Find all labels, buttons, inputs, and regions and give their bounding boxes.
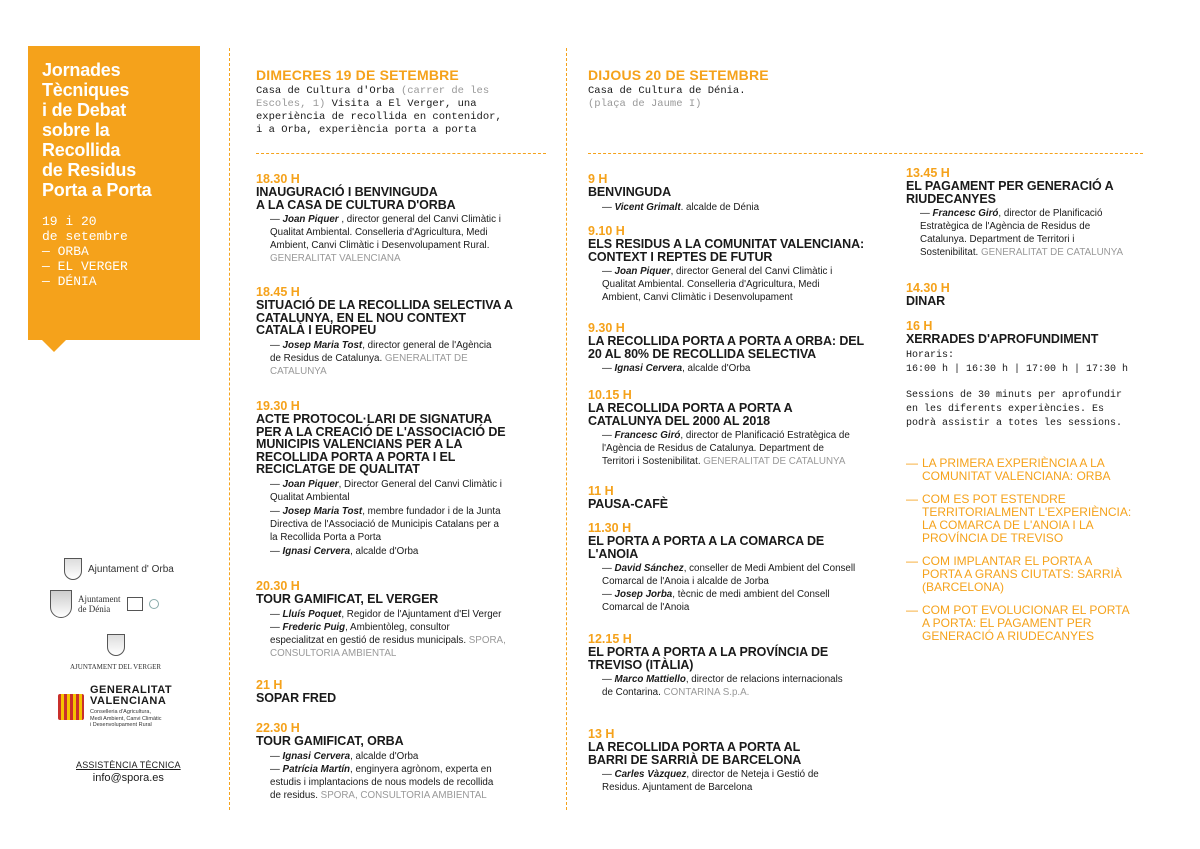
item-title: EL PORTA A PORTA A LA PROVÍNCIA DE TREVISO (ITÀLIA) [588, 645, 829, 672]
day1-item-1830 [256, 173, 556, 265]
speaker: — Joan Piquer, Director General del Canvi Climàtic i Qualitat Ambiental [270, 478, 502, 503]
day1-item-2230 [256, 722, 556, 802]
speaker-org: SPORA, CONSULTORIA AMBIENTAL [320, 789, 487, 801]
speaker: — Joan Piquer, director General del Canvi Climàtic i Qualitat Ambiental. Conselleria d'Agricultura, Medi Ambient, Canvi Climàtic i Desenvolupament [602, 266, 833, 303]
speaker-name: Josep Maria Tost [282, 505, 363, 517]
sessions-text: Sessions de 30 minuts per aprofundir en les diferents experiències. Es podrà assistir a totes les sessions. [906, 389, 1123, 429]
topic-dash: — [906, 456, 918, 470]
day2-item-13 [588, 728, 893, 794]
day2-header [588, 67, 888, 111]
topic-text: LA PRIMERA EXPERIÈNCIA A LA COMUNITAT VALENCIANA: ORBA [922, 456, 1111, 483]
item-title: EL PAGAMENT PER GENERACIÓ A RIUDECANYES [906, 179, 1114, 206]
speaker-role: . alcalde de Dénia [680, 201, 760, 213]
speaker-org: GENERALITAT VALENCIANA [270, 253, 401, 264]
speaker: — Francesc Giró, director de Planificació Estratègica de l'Agència de Residus de Catalunya. Department de Territori i Sostenibilitat. GENERALITAT DE CATALUNYA [602, 430, 850, 467]
speaker: — Ignasi Cervera, alcalde d'Orba [602, 363, 751, 374]
speaker-name: Lluís Poquet [282, 608, 342, 620]
speaker: — Frederic Puig, Ambientòleg, consultor especialitzat en gestió de residus municipals. SPORA, CONSULTORIA AMBIENTAL [270, 621, 506, 659]
speaker: — Josep Maria Tost, membre fundador i de la Junta Directiva de l'Associació de Municipis Catalans per a la Recollida Porta a Porta [270, 505, 501, 543]
speaker-role: , membre fundador i de la Junta Directiva de l'Associació de Municipis Catalans per a la Recollida Porta a Porta [270, 505, 501, 543]
speaker: — Francesc Giró, director de Planificació Estratègica de l'Agència de Residus de Catalunya. Department de Territori i Sostenibilitat. GENERALITAT DE CATALUNYA [920, 208, 1124, 258]
speaker-name: David Sánchez [614, 563, 684, 574]
item-time: 10.15 H [588, 388, 632, 402]
speaker-name: Joan Piquer [282, 478, 339, 490]
speaker-role: , director de Planificació Estratègica de l'Agència de Residus de Catalunya. Department de Territori i Sostenibilitat. [920, 208, 1103, 258]
gva-emblem-icon [58, 694, 84, 720]
item-time: 12.15 H [588, 632, 632, 646]
item-time: 18.30 H [256, 172, 300, 186]
speaker: — Marco Mattiello, director de relacions internacionals de Contarina. CONTARINA S.p.A. [602, 674, 843, 698]
speaker: — Josep Maria Tost, director general de l'Agència de Residus de Catalunya. GENERALITAT DE CATALUNYA [270, 339, 492, 377]
day1-title: DIMECRES 19 DE SETEMBRE [256, 67, 459, 83]
unesco-icon [127, 597, 143, 611]
speaker-name: Marco Mattiello [614, 674, 686, 685]
item-time: 11.30 H [588, 521, 632, 535]
day2-item-1015 [588, 389, 893, 468]
item-time: 9 H [588, 172, 608, 186]
item-time: 9.10 H [588, 224, 625, 238]
day2-item-910 [588, 225, 893, 304]
item-time: 14.30 H [906, 281, 950, 295]
item-time: 21 H [256, 678, 283, 692]
topic-item [906, 604, 1146, 643]
denia-brand-icon [149, 599, 159, 609]
speaker-name: Joan Piquer [282, 214, 339, 225]
day1-item-2030 [256, 580, 556, 660]
denia-logo-text: Ajuntament de Dénia [78, 594, 121, 614]
item-title: TOUR GAMIFICAT, EL VERGER [256, 592, 439, 606]
denia-crest-icon [50, 590, 72, 618]
speaker-role: , director de Planificació Estratègica de l'Agència de Residus de Catalunya. Department de Territori i Sostenibilitat. [602, 430, 850, 467]
item-title: LA RECOLLIDA PORTA A PORTA A ORBA: DEL 20 AL 80% DE RECOLLIDA SELECTIVA [588, 334, 865, 361]
day1-visit-2: experiència de recollida en contenidor, [256, 111, 502, 123]
day1-venue-address-2: Escoles, 1) [256, 98, 326, 110]
topic-item [906, 493, 1146, 545]
speaker: — Ignasi Cervera, alcalde d'Orba [270, 545, 419, 557]
verger-crest-icon [107, 634, 125, 656]
logo-generalitat-valenciana [58, 685, 172, 729]
item-time: 9.30 H [588, 321, 625, 335]
item-title: EL PORTA A PORTA A LA COMARCA DE L'ANOIA [588, 534, 825, 561]
day1-header [256, 67, 556, 137]
logo-ajuntament-verger [70, 634, 161, 671]
speaker-role: , alcalde d'Orba [350, 545, 419, 557]
speaker-org: GENERALITAT DE CATALUNYA [981, 247, 1124, 258]
speaker-role: , director General del Canvi Climàtic i Qualitat Ambiental. Conselleria d'Agricultura, Medi Ambient, Canvi Climàtic i Desenvolupament [602, 266, 833, 303]
verger-logo-text: AJUNTAMENT DEL VERGER [70, 663, 162, 671]
speaker-role: , enginyera agrònom, experta en estudis i implantacions de nous models de recollida de residus. [270, 763, 494, 801]
item-title: ACTE PROTOCOL·LARI DE SIGNATURA PER A LA CREACIÓ DE L'ASSOCIACIÓ DE MUNICIPIS VALENCIANS PER A LA RECOLLIDA PORTA A PORTA I EL RECICLATGE DE QUALITAT [256, 412, 506, 476]
separator-day2 [588, 153, 1143, 154]
speaker-org: SPORA, CONSULTORIA AMBIENTAL [270, 634, 506, 659]
topic-dash: — [906, 492, 918, 506]
item-title: SOPAR FRED [256, 691, 337, 705]
gva-subtext: Conselleria d'Agricultura, Medi Ambient, Canvi Climàtic i Desenvolupament Rural [90, 709, 162, 728]
day1-item-1845 [256, 286, 556, 378]
speaker-role: , conseller de Medi Ambient del Consell Comarcal de l'Anoia i alcalde de Jorba [602, 563, 856, 587]
separator-left [229, 48, 230, 810]
day2-item-16 [906, 320, 1166, 431]
day1-visit-3: i a Orba, experiència porta a porta [256, 124, 477, 136]
speaker: — Lluís Poquet, Regidor de l'Ajuntament d'El Verger [270, 608, 502, 620]
speaker-name: Ignasi Cervera [614, 363, 683, 374]
technical-assistance [76, 760, 181, 784]
day1-venue-name: Casa de Cultura d'Orba [256, 85, 395, 97]
speaker-name: Francesc Giró [932, 208, 999, 219]
topic-item [906, 555, 1146, 594]
day1-visit-1: Visita a El Verger, una [325, 98, 477, 110]
speaker-name: Carles Vàzquez [614, 769, 687, 780]
item-time: 16 H [906, 319, 933, 333]
speaker-name: Ignasi Cervera [282, 545, 351, 557]
speaker-name: Francesc Giró [614, 430, 681, 441]
speaker-name: Patrícia Martín [282, 763, 351, 775]
speaker-name: Frederic Puig [282, 621, 346, 633]
topic-text: COM IMPLANTAR EL PORTA A PORTA A GRANS CIUTATS: SARRIÀ (BARCELONA) [922, 554, 1122, 594]
day2-item-1130 [588, 522, 893, 614]
logo-ajuntament-denia [50, 590, 159, 618]
day2-item-9 [588, 173, 893, 214]
topic-dash: — [906, 603, 918, 617]
speaker: — Josep Jorba, tècnic de medi ambient del Consell Comarcal de l'Anoia [602, 589, 830, 613]
topic-dash: — [906, 554, 918, 568]
day2-venue-address: (plaça de Jaume I) [588, 98, 702, 110]
separator-middle [566, 48, 567, 810]
schedule-times: 16:00 h | 16:30 h | 17:00 h | 17:30 h [906, 363, 1129, 375]
speaker-role: , director de Neteja i Gestió de Residus. Ajuntament de Barcelona [602, 769, 819, 793]
speaker-role: , tècnic de medi ambient del Consell Comarcal de l'Anoia [602, 589, 830, 613]
speaker-org: GENERALITAT DE CATALUNYA [703, 456, 846, 467]
speaker-org: CONTARINA S.p.A. [663, 687, 750, 698]
speaker-name: Josep Jorba [614, 589, 673, 600]
speaker: — Vicent Grimalt. alcalde de Dénia [602, 201, 760, 213]
speaker-role: , alcalde d'Orba [682, 363, 751, 374]
title-box-pointer [42, 340, 66, 352]
speaker: — Carles Vàzquez, director de Neteja i Gestió de Residus. Ajuntament de Barcelona [602, 769, 819, 793]
orba-crest-icon [64, 558, 82, 580]
topics-list [906, 457, 1146, 653]
day2-venue-name: Casa de Cultura de Dénia. [588, 85, 746, 97]
speaker-role: , Director General del Canvi Climàtic i Qualitat Ambiental [270, 478, 502, 503]
day1-venue-address: (carrer de les [400, 85, 490, 97]
topic-text: COM ES POT ESTENDRE TERRITORIALMENT L'EXPERIÈNCIA: LA COMARCA DE L'ANOIA I LA PROVÍNCIA DE TREVISO [922, 492, 1132, 545]
assist-label: ASSISTÈNCIA TÈCNICA [76, 760, 181, 770]
item-title: TOUR GAMIFICAT, ORBA [256, 734, 404, 748]
speaker: — Ignasi Cervera, alcalde d'Orba [270, 750, 419, 762]
item-title: INAUGURACIÓ I BENVINGUDA A LA CASA DE CULTURA D'ORBA [256, 185, 456, 212]
speaker: — Patrícia Martín, enginyera agrònom, experta en estudis i implantacions de nous models de recollida de residus. SPORA, CONSULTORIA AMBIENTAL [270, 763, 494, 801]
speaker-name: Ignasi Cervera [282, 750, 351, 762]
day2-item-1215 [588, 633, 893, 699]
speaker: — David Sánchez, conseller de Medi Ambient del Consell Comarcal de l'Anoia i alcalde de Jorba [602, 563, 856, 587]
item-title: DINAR [906, 294, 946, 308]
topic-text: COM POT EVOLUCIONAR EL PORTA A PORTA: EL PAGAMENT PER GENERACIÓ A RIUDECANYES [922, 603, 1130, 643]
speaker-role: , director general de l'Agència de Residus de Catalunya. [270, 339, 492, 364]
day1-item-1930 [256, 400, 556, 558]
item-title: ELS RESIDUS A LA COMUNITAT VALENCIANA: CONTEXT I REPTES DE FUTUR [588, 237, 865, 264]
day2-item-11 [588, 485, 893, 511]
event-dates: 19 i 20 de setembre — ORBA — EL VERGER — DÉNIA [42, 214, 128, 289]
day1-item-21 [256, 679, 556, 705]
speaker-name: Vicent Grimalt [614, 201, 681, 213]
gva-line2: VALENCIANA [90, 695, 167, 707]
event-title: Jornades Tècniques i de Debat sobre la Recollida de Residus Porta a Porta [42, 60, 152, 200]
speaker-role: , director de relacions internacionals de Contarina. [602, 674, 843, 698]
speaker-name: Joan Piquer [614, 266, 671, 277]
logo-ajuntament-orba [64, 558, 174, 580]
gva-line1: GENERALITAT [90, 684, 173, 696]
speaker-org: GENERALITAT DE CATALUNYA [270, 352, 468, 377]
item-time: 22.30 H [256, 721, 300, 735]
speaker: — Joan Piquer , director general del Canvi Climàtic i Qualitat Ambiental. Conselleria d'Agricultura, Medi Ambient, Canvi Climàtic i Desenvolupament Rural. GENERALITAT VALENCIANA [270, 214, 501, 264]
event-title-box [28, 46, 200, 340]
day2-item-1345 [906, 167, 1161, 259]
item-time: 13 H [588, 727, 615, 741]
speaker-role: , alcalde d'Orba [350, 750, 419, 762]
item-title: LA RECOLLIDA PORTA A PORTA A CATALUNYA DEL 2000 AL 2018 [588, 401, 793, 428]
day2-item-1430 [906, 282, 1161, 308]
item-title: BENVINGUDA [588, 185, 672, 199]
item-title: XERRADES D'APROFUNDIMENT [906, 332, 1099, 346]
item-time: 13.45 H [906, 166, 950, 180]
speaker-name: Josep Maria Tost [282, 339, 363, 351]
speaker-role: , director general del Canvi Climàtic i Qualitat Ambiental. Conselleria d'Agricultura, Medi Ambient, Canvi Climàtic i Desenvolupament Rural. [270, 214, 501, 251]
item-time: 20.30 H [256, 579, 300, 593]
day2-item-930 [588, 322, 893, 375]
speaker-role: , Regidor de l'Ajuntament d'El Verger [341, 608, 502, 620]
item-title: LA RECOLLIDA PORTA A PORTA AL BARRI DE SARRIÀ DE BARCELONA [588, 740, 802, 767]
day1-venue [256, 85, 556, 137]
item-title: SITUACIÓ DE LA RECOLLIDA SELECTIVA A CATALUNYA, EN EL NOU CONTEXT CATALÀ I EUROPEU [256, 298, 513, 337]
schedule-label: Horaris: [906, 349, 955, 361]
item-time: 11 H [588, 484, 614, 498]
orba-logo-text: Ajuntament d' Orba [88, 563, 174, 575]
item-title: PAUSA-CAFÈ [588, 497, 669, 511]
separator-day1 [256, 153, 546, 154]
item-time: 19.30 H [256, 399, 300, 413]
speaker-role: , Ambientòleg, consultor especialitzat en gestió de residus municipals. [270, 621, 467, 646]
topic-item [906, 457, 1146, 483]
day2-title: DIJOUS 20 DE SETEMBRE [588, 67, 769, 83]
day2-venue [588, 85, 888, 111]
assist-email[interactable]: info@spora.es [92, 772, 164, 784]
item-time: 18.45 H [256, 285, 300, 299]
